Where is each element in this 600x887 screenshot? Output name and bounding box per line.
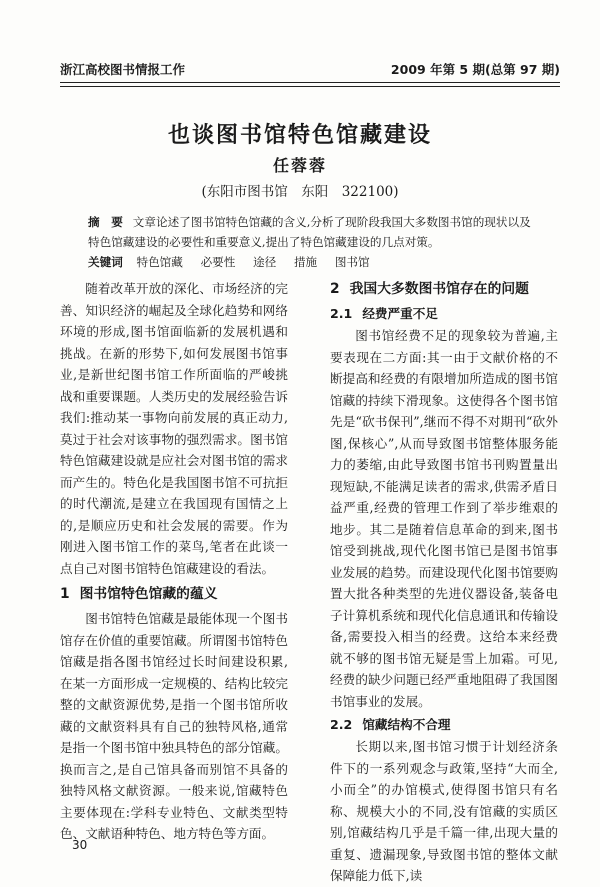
author-affiliation: (东阳市图书馆 东阳 322100) [201, 184, 399, 200]
abstract-block [88, 212, 538, 272]
author-name: 任蓉蓉 [272, 156, 327, 175]
keyword: 必要性 [200, 255, 236, 269]
subsection-number: 2.2 [330, 717, 353, 732]
header-rule [60, 86, 560, 87]
intro-paragraph: 随着改革开放的深化、市场经济的完善、知识经济的崛起及全球化趋势和网络环境的形成,图书馆面临新的发展机遇和挑战。在新的形势下,如何发展图书馆事业,是新世纪图书馆工作所面临的严峻挑战和重要课题。人类历史的发展经验告诉我们:推动某一事物向前发展的真正动力,莫过于社会对该事物的强烈需求。图书馆特色馆藏建设就是应社会对图书馆的需求而产生的。特色化是我国图书馆不可抗拒的时代潮流,是建立在我国现有国情之上的,是顺应历史和社会发展的需要。作为刚进入图书馆工作的菜鸟,笔者在此谈一点自己对图书馆特色馆藏建设的看法。 [60, 281, 288, 576]
section-title: 图书馆特色馆藏的蕴义 [79, 586, 218, 602]
subsection-number: 2.1 [330, 306, 353, 321]
abstract-label: 摘 要 [88, 215, 123, 229]
section-1-heading [60, 583, 288, 605]
subsection-2-2-paragraph: 长期以来,图书馆习惯于计划经济条件下的一系列观念与政策,坚持“大而全,小而全”的办馆模式,使得图书馆只有名称、规模大小的不同,没有馆藏的实质区别,馆藏结构几乎是千篇一律,出现大量的重复、遗漏现象,导致图书馆的整体文献保障能力低下,读 [330, 739, 558, 883]
right-column [330, 278, 558, 887]
keyword: 特色馆藏 [136, 255, 183, 269]
abstract [88, 212, 538, 252]
keyword: 措施 [293, 255, 318, 269]
subsection-title: 经费严重不足 [362, 306, 438, 321]
subsection-2-2-heading [330, 714, 558, 735]
section-title: 我国大多数图书馆存在的问题 [349, 281, 529, 297]
section-number: 1 [60, 586, 70, 602]
keywords [88, 252, 538, 272]
abstract-text: 文章论述了图书馆特色馆藏的含义,分析了现阶段我国大多数图书馆的现状以及特色馆藏建设的必要性和重要意义,提出了特色馆藏建设的几点对策。 [88, 215, 531, 249]
subsection-2-1-heading [330, 303, 558, 324]
journal-name: 浙江高校图书情报工作 [60, 62, 186, 77]
keyword: 途径 [253, 255, 277, 269]
keyword: 图书馆 [334, 255, 370, 269]
subsection-title: 馆藏结构不合理 [362, 717, 451, 732]
keywords-label: 关键词 [88, 255, 123, 269]
page-number: 30 [72, 838, 88, 852]
running-header [60, 60, 560, 83]
article-title: 也谈图书馆特色馆藏建设 [167, 123, 432, 148]
section-1-paragraph: 图书馆特色馆藏是最能体现一个图书馆存在价值的重要馆藏。所谓图书馆特色馆藏是指各图书馆经过长时间建设积累,在某一方面形成一定规模的、结构比较完整的文献资源优势,是指一个图书馆所收藏的文献资料具有自己的独特风格,通常是指一个图书馆中独具特色的部分馆藏。换而言之,是自己馆具备而别馆不具备的独特风格文献资源。一般来说,馆藏特色主要体现在:学科专业特色、文献类型特色、文献语种特色、地方特色等方面。 [60, 611, 288, 841]
issue-info: 2009 年第 5 期(总第 97 期) [390, 62, 560, 77]
left-column [60, 278, 288, 845]
section-2-heading [330, 278, 558, 300]
section-number: 2 [330, 281, 340, 297]
subsection-2-1-paragraph: 图书馆经费不足的现象较为普遍,主要表现在二方面:其一由于文献价格的不断提高和经费的有限增加所造成的图书馆馆藏的持续下滑现象。这使得各个图书馆先是“砍书保刊”,继而不得不对期刊“砍外图,保核心”,从而导致图书馆整体服务能力的萎缩,由此导致图书馆书刊购置量出现短缺,不能满足读者的需求,供需矛盾日益严重,经费的管理工作到了举步维艰的地步。其二是随着信息革命的到来,图书馆受到挑战,现代化图书馆已是图书馆事业发展的趋势。而建设现代化图书馆要购置大批各种类型的先进仪器设备,装备电子计算机系统和现代化信息通讯和传输设备,需要投入相当的经费。这给本来经费就不够的图书馆无疑是雪上加霜。可见,经费的缺少问题已经严重地阻碍了我国图书馆事业的发展。 [330, 328, 558, 709]
